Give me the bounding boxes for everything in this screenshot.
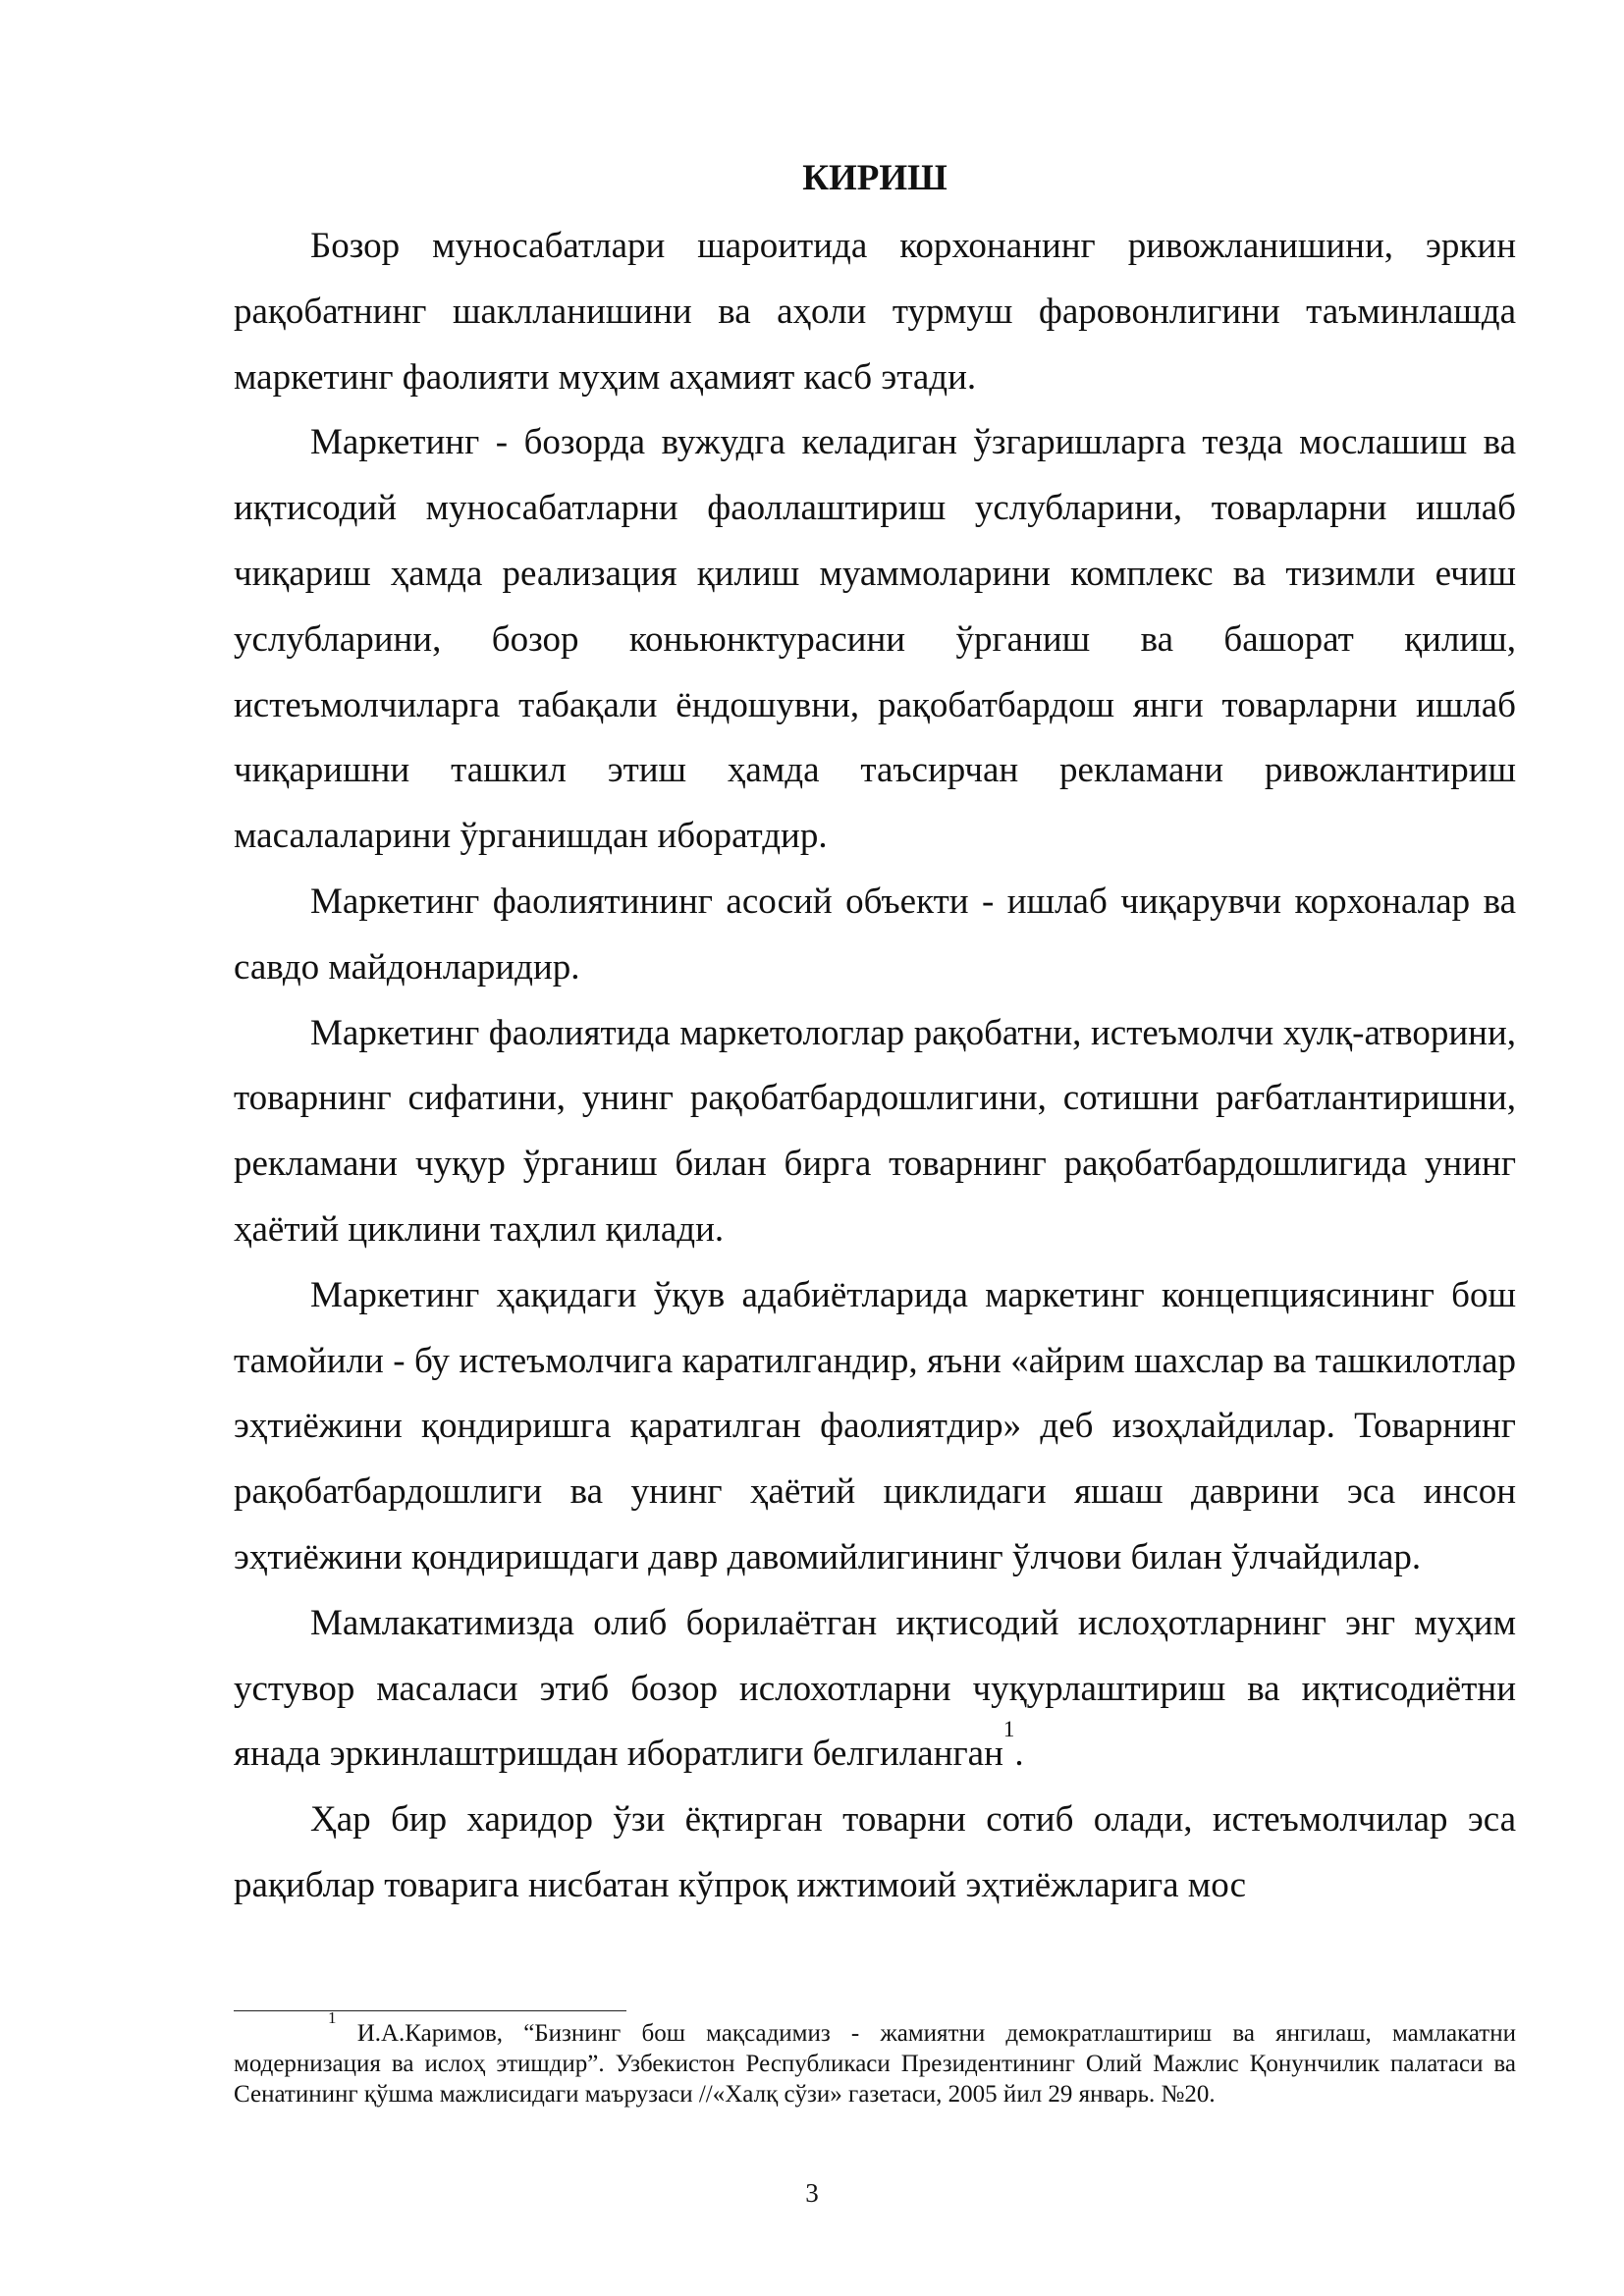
paragraph-2: Маркетинг - бозорда вужудга келадиган ўзгаришларга тезда мослашиш ва иқтисодий муносабатларни фаоллаштириш услубларини, товарларни ишлаб чиқариш ҳамда реализация қилиш муаммоларини комплекс ва тизимли ечиш услубларини, бозор коньюнктурасини ўрганиш ва башорат қилиш, истеъмолчиларга табақали ёндошувни, рақобатбардош янги товарларни ишлаб чиқаришни ташкил этиш ҳамда таъсирчан рекламани ривожлантириш масалаларини ўрганишдан иборатдир.	[234, 422, 1516, 857]
footnote-reference[interactable]: 1	[1002, 1717, 1015, 1741]
paragraph-4: Маркетинг фаолиятида маркетологлар рақобатни, истеъмолчи хулқ-атворини, товарнинг сифатини, унинг рақобатбардошлигини, сотишни рағбатлантиришни, рекламани чуқур ўрганиш билан бирга товарнинг рақобатбардошлигида унинг ҳаётий циклини таҳлил қилади.	[234, 1012, 1516, 1250]
body-text	[234, 214, 1516, 1919]
paragraph-6-end: .	[1014, 1734, 1024, 1775]
footnote-text: И.А.Каримов, “Бизнинг бош мақсадимиз - жамиятни демократлаштириш ва янгилаш, мамлакатни модернизация ва ислоҳ этишдир”. Узбекистон Республикаси Президентининг Олий Мажлис Қонунчилик палатаси ва Сенатининг қўшма мажлисидаги маърузаси //«Халқ сўзи» газетаси, 2005 йил 29 январь. №20.	[234, 2020, 1516, 2108]
paragraph-5: Маркетинг ҳақидаги ўқув адабиётларида маркетинг концепциясининг бош тамойили - бу истеъмолчига каратилгандир, яъни «айрим шахслар ва ташкилотлар эҳтиёжини қондиришга қаратилган фаолиятдир» деб изоҳлайдилар. Товарнинг рақобатбардошлиги ва унинг ҳаётий циклидаги яшаш даврини эса инсон эҳтиёжини қондиришдаги давр давомийлигининг ўлчови билан ўлчайдилар.	[234, 1274, 1516, 1577]
paragraph-6	[234, 1591, 1516, 1788]
footnote-number: 1	[328, 2007, 337, 2027]
page-title: КИРИШ	[802, 158, 947, 198]
paragraph-7: Ҳар бир харидор ўзи ёқтирган товарни сотиб олади, истеъмолчилар эса рақиблар товарига нисбатан кўпроқ ижтимоий эҳтиёжларига мос	[234, 1799, 1516, 1905]
paragraph-3: Маркетинг фаолиятининг асосий объекти - ишлаб чиқарувчи корхоналар ва савдо майдонларидир.	[234, 881, 1516, 988]
paragraph-1: Бозор муносабатлари шароитида корхонанинг ривожланишини, эркин рақобатнинг шаклланишини ва аҳоли турмуш фаровонлигини таъминлашда маркетинг фаолияти муҳим аҳамият касб этади.	[234, 226, 1516, 398]
footnote-separator	[234, 2010, 626, 2011]
footnote	[234, 2007, 1516, 2109]
paragraph-6-text: Мамлакатимизда олиб борилаётган иқтисодий ислоҳотларнинг энг муҳим устувор масаласи этиб бозор ислохотларни чуқурлаштириш ва иқтисодиётни янада эркинлаштришдан иборатлиги белгиланган	[234, 1602, 1516, 1775]
page-number: 3	[805, 2178, 819, 2208]
